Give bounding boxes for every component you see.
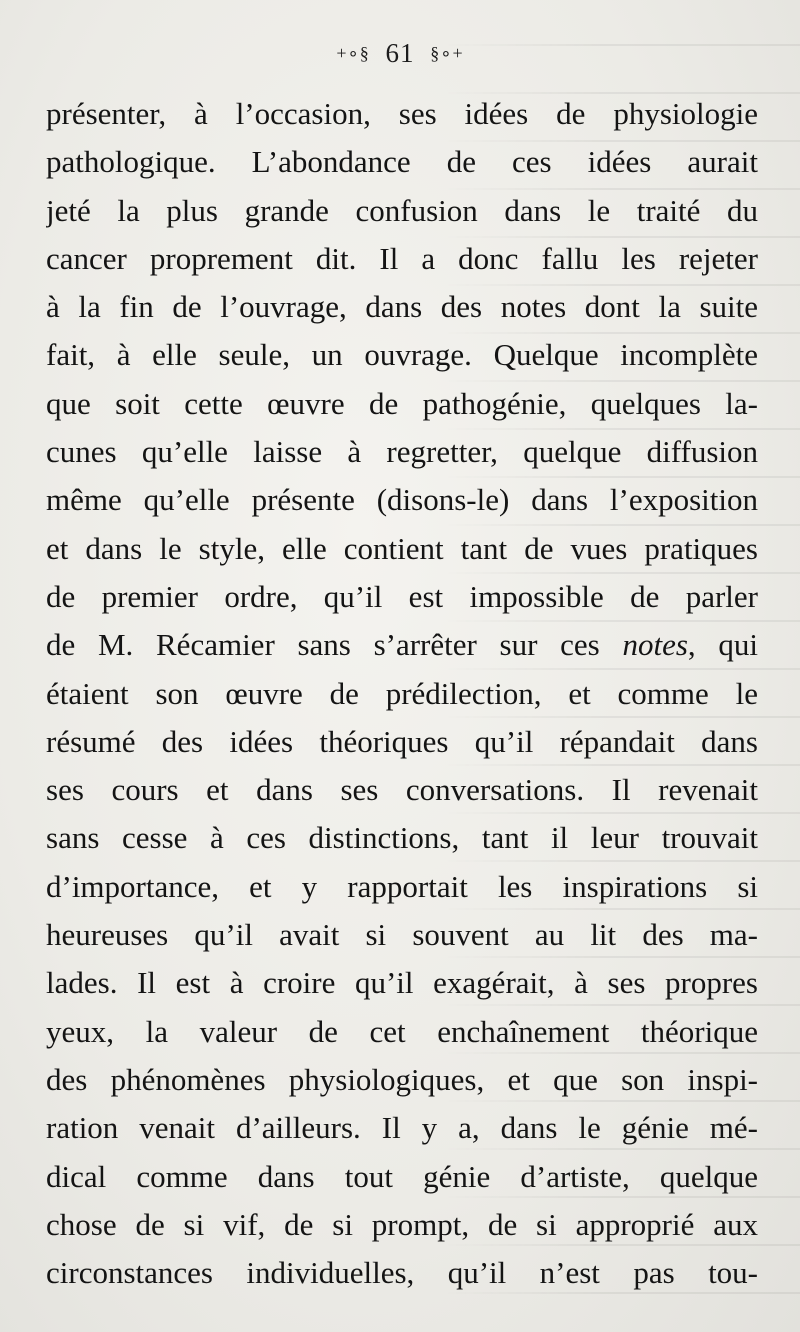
text-segment: de M. Récamier sans s’arrêter sur ces <box>46 627 623 663</box>
page-number: 61 <box>385 38 415 68</box>
running-header <box>0 38 800 69</box>
text-line: même qu’elle présente (disons-le) dans l’exposition <box>46 482 758 518</box>
text-line: circonstances individuelles, qu’il n’est pas tou- <box>46 1255 758 1291</box>
ornament-right-icon: §∘+ <box>430 43 464 63</box>
text-line: ses cours et dans ses conversations. Il revenait <box>46 772 758 808</box>
text-line: à la fin de l’ouvrage, dans des notes dont la suite <box>46 289 758 325</box>
text-line: cunes qu’elle laisse à regretter, quelque diffusion <box>46 434 758 470</box>
text-line: pathologique. L’abondance de ces idées aurait <box>46 144 758 180</box>
text-line: lades. Il est à croire qu’il exagérait, à ses propres <box>46 965 758 1001</box>
text-line: dical comme dans tout génie d’artiste, quelque <box>46 1158 758 1194</box>
text-line: des phénomènes physiologiques, et que son inspi- <box>46 1061 758 1097</box>
text-line: jeté la plus grande confusion dans le traité du <box>46 192 758 228</box>
text-line: d’importance, et y rapportait les inspirations si <box>46 868 758 904</box>
text-line: étaient son œuvre de prédilection, et comme le <box>46 675 758 711</box>
text-line: présenter, à l’occasion, ses idées de physiologie <box>46 96 758 131</box>
text-line: yeux, la valeur de cet enchaînement théorique <box>46 1013 758 1049</box>
text-line: et dans le style, elle contient tant de vues pratiques <box>46 530 758 566</box>
text-line: de premier ordre, qu’il est impossible de parler <box>46 578 758 614</box>
body-text <box>46 90 758 1297</box>
text-line: que soit cette œuvre de pathogénie, quelques la- <box>46 385 758 421</box>
italic-word-notes: notes <box>622 627 688 663</box>
text-line: cancer proprement dit. Il a donc fallu les rejeter <box>46 240 758 276</box>
text-segment: , qui <box>687 627 758 663</box>
text-line: fait, à elle seule, un ouvrage. Quelque incomplète <box>46 337 758 373</box>
text-line: chose de si vif, de si prompt, de si approprié aux <box>46 1206 758 1242</box>
text-line: résumé des idées théoriques qu’il répandait dans <box>46 723 758 759</box>
text-line: heureuses qu’il avait si souvent au lit des ma- <box>46 917 758 953</box>
text-line: sans cesse à ces distinctions, tant il leur trouvait <box>46 820 758 856</box>
text-line: ration venait d’ailleurs. Il y a, dans le génie mé- <box>46 1110 758 1146</box>
text-line-with-italic <box>46 621 758 669</box>
ornament-left-icon: +∘§ <box>336 43 370 63</box>
